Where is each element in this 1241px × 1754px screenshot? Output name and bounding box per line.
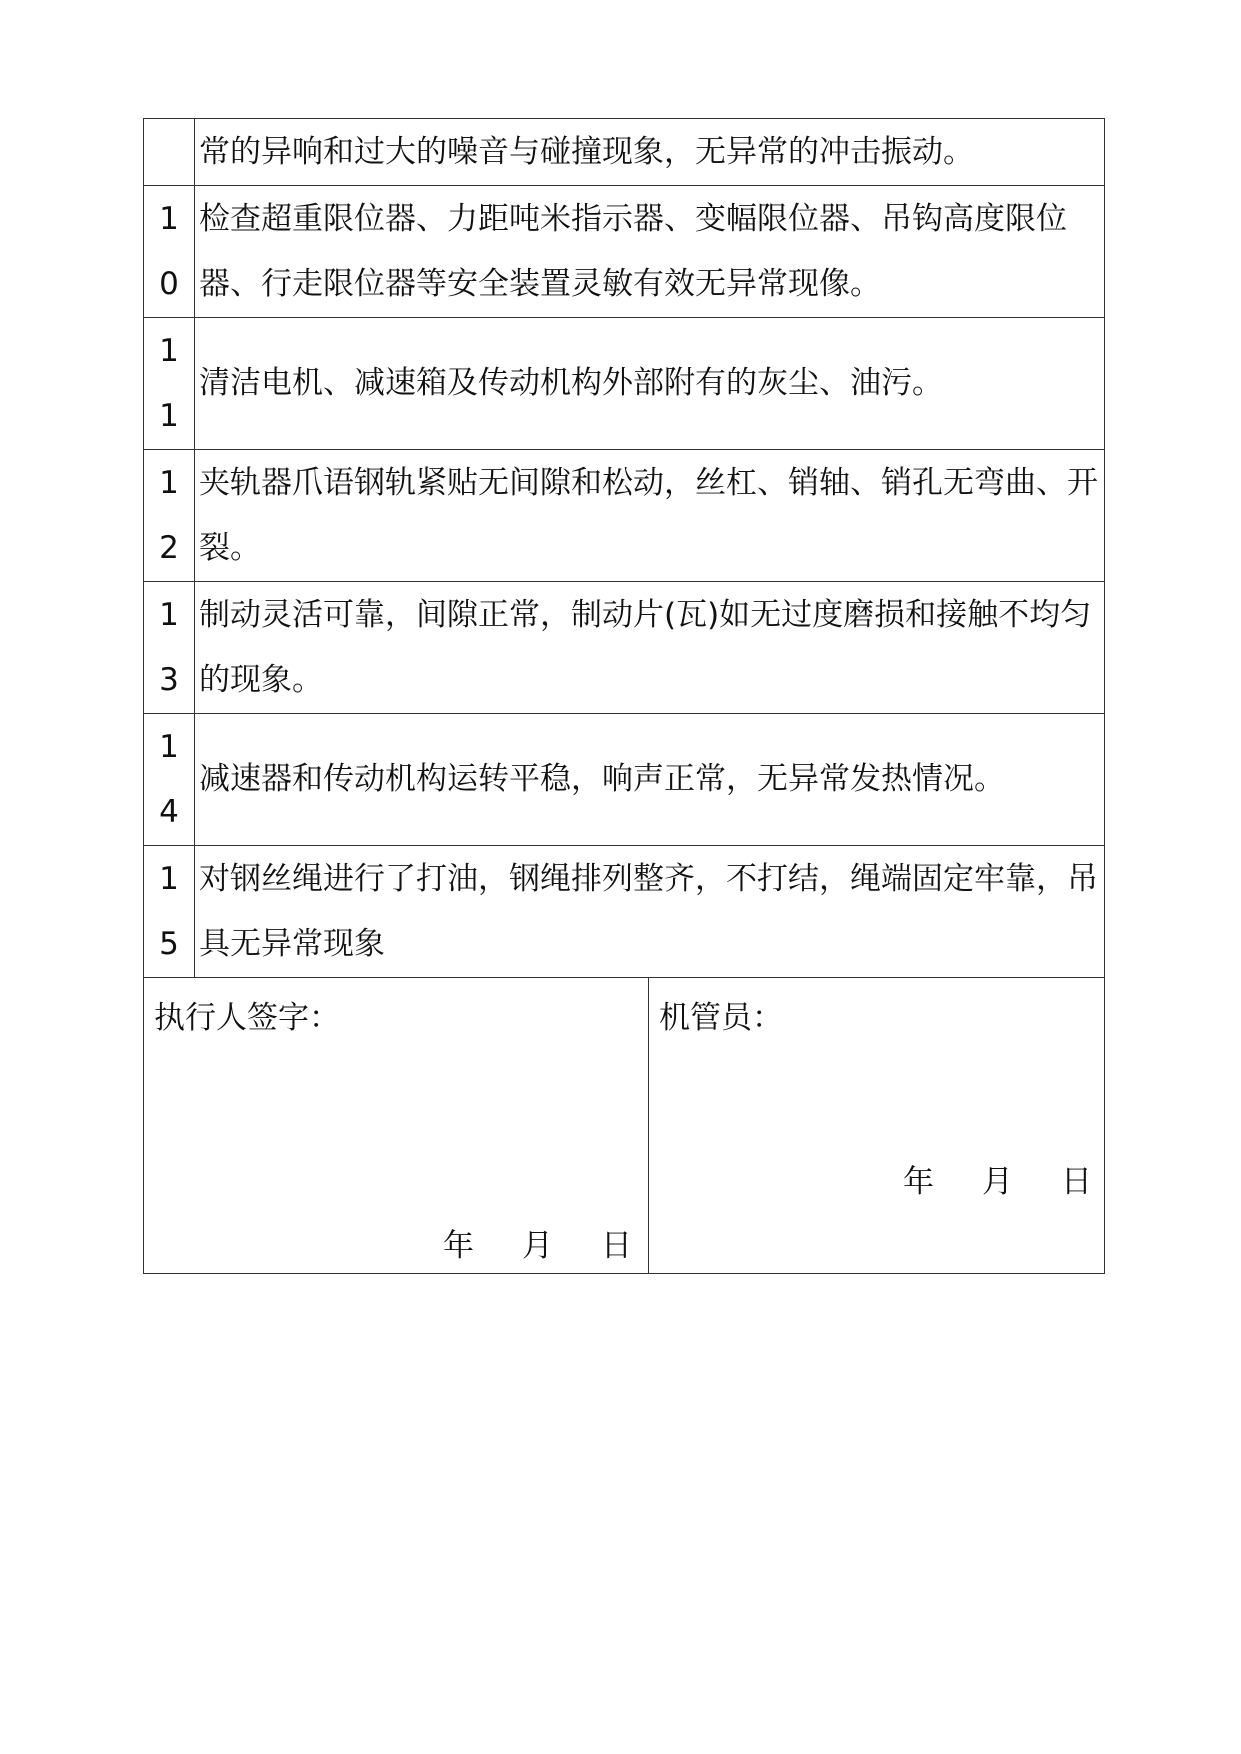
item-description: 制动灵活可靠，间隙正常，制动片(瓦)如无过度磨损和接触不均匀的现象。 [199,596,1092,698]
item-number: 1 5 [144,846,195,977]
year-label: 年 [903,1164,934,1200]
item-description: 检查超重限位器、力距吨米指示器、变幅限位器、吊钩高度限位器、行走限位器等安全装置灵敏有效无异常现像。 [199,200,1067,302]
table-row [144,450,1104,582]
executor-signature-cell[interactable] [144,978,649,1273]
item-number: 1 1 [144,318,195,449]
day-label: 日 [1061,1164,1092,1200]
item-number: 1 4 [144,714,195,845]
month-label: 月 [982,1164,1013,1200]
item-number: 1 2 [144,450,195,581]
item-number [144,119,195,185]
signature-section [144,978,1104,1273]
table-row [144,582,1104,714]
item-description: 清洁电机、减速箱及传动机构外部附有的灰尘、油污。 [199,365,943,401]
table-row [144,714,1104,846]
table-row [144,846,1104,978]
maintenance-checklist-table [143,118,1105,1274]
item-number: 1 0 [144,186,195,317]
manager-signature-label: 机管员： [659,1000,783,1036]
manager-date [903,1156,1092,1201]
item-description: 对钢丝绳进行了打油，钢绳排列整齐，不打结，绳端固定牢靠，吊具无异常现象 [199,860,1098,962]
month-label: 月 [522,1228,553,1264]
executor-signature-label: 执行人签字： [154,1000,340,1036]
item-description: 夹轨器爪语钢轨紧贴无间隙和松动，丝杠、销轴、销孔无弯曲、开裂。 [199,464,1098,566]
day-label: 日 [601,1228,632,1264]
table-row [144,318,1104,450]
item-description: 常的异响和过大的噪音与碰撞现象，无异常的冲击振动。 [199,133,974,170]
table-row [144,119,1104,186]
item-number: 1 3 [144,582,195,713]
table-row [144,186,1104,318]
manager-signature-cell[interactable] [649,978,1104,1273]
item-description: 减速器和传动机构运转平稳，响声正常，无异常发热情况。 [199,761,1005,797]
year-label: 年 [443,1228,474,1264]
executor-date [443,1220,632,1265]
